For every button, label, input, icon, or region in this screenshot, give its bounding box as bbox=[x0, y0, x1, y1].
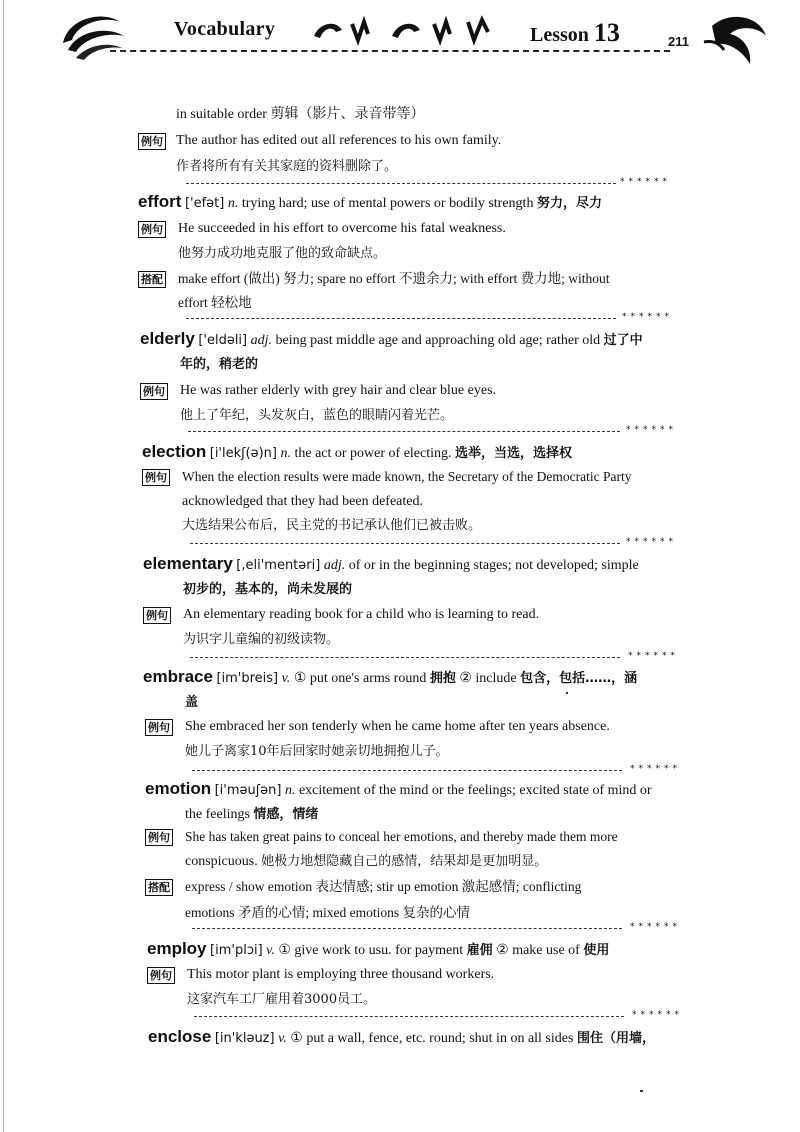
entry-separator bbox=[190, 657, 620, 658]
example-translation: 她极力地想隐藏自己的感情，结果却是更加明显。 bbox=[261, 854, 548, 869]
separator-stars: ****** bbox=[626, 537, 677, 547]
example-sentence: She embraced her son tenderly when he came home after ten years absence. bbox=[185, 719, 610, 734]
definition-sense-2: ② include bbox=[459, 671, 517, 686]
part-of-speech: n. bbox=[227, 196, 239, 211]
collocations: make effort (做出) 努力; spare no effort 不遗余力; with effort 费力地; without bbox=[178, 271, 610, 286]
definition: ① put a wall, fence, etc. round; shut in on all sides bbox=[290, 1031, 574, 1046]
scan-speck bbox=[640, 1090, 643, 1092]
definition-sense-2: ② make use of bbox=[496, 943, 580, 958]
example-sentence-cont bbox=[185, 853, 547, 871]
headword: embrace bbox=[143, 667, 213, 686]
example-translation: 为识字儿童编的初级读物。 bbox=[183, 632, 340, 647]
header-title: Vocabulary bbox=[174, 18, 276, 40]
page-number: 211 bbox=[668, 34, 689, 49]
entry-embrace bbox=[143, 668, 637, 688]
definition-sense-1: ① give work to usu. for payment bbox=[278, 943, 464, 958]
example-sentence: He succeeded in his effort to overcome his fatal weakness. bbox=[178, 221, 506, 236]
entry-emotion bbox=[145, 780, 652, 800]
example-translation: 大选结果公布后，民主党的书记承认他们已被击败。 bbox=[182, 518, 482, 533]
collocation-tag: 搭配 bbox=[138, 271, 166, 288]
pronunciation: ['efət] bbox=[184, 196, 225, 211]
entry-effort bbox=[138, 193, 602, 213]
headword: employ bbox=[147, 939, 207, 958]
leaf-ornament-icon bbox=[700, 6, 770, 76]
entry-separator bbox=[192, 770, 622, 771]
example-translation: 作者将所有有关其家庭的资料删除了。 bbox=[176, 159, 398, 174]
lesson-label bbox=[530, 18, 620, 48]
headword: election bbox=[142, 442, 207, 461]
definition-chinese-sense-1: 雇佣 bbox=[466, 943, 493, 958]
part-of-speech: n. bbox=[284, 783, 296, 798]
definition-cont bbox=[185, 806, 318, 824]
part-of-speech: adj. bbox=[250, 333, 273, 348]
example-sentence: This motor plant is employing three thousand workers. bbox=[187, 967, 495, 982]
collocation-tag: 搭配 bbox=[145, 879, 173, 896]
example-translation: 他努力成功地克服了他的致命缺点。 bbox=[178, 246, 387, 261]
headword: elderly bbox=[140, 329, 195, 348]
example-tag: 例句 bbox=[138, 133, 166, 150]
example-tag: 例句 bbox=[143, 607, 171, 624]
entry-separator bbox=[194, 1016, 624, 1017]
separator-stars: ****** bbox=[630, 764, 681, 774]
definition: being past middle age and approaching old age; rather old bbox=[275, 333, 601, 348]
entry-elderly bbox=[140, 330, 643, 350]
separator-stars: ****** bbox=[626, 425, 677, 435]
definition-chinese-sense-1: 拥抱 bbox=[429, 671, 456, 686]
continuation-line: in suitable order 剪辑（影片、录音带等） bbox=[176, 107, 425, 122]
separator-stars: ****** bbox=[620, 177, 671, 187]
page-header bbox=[0, 0, 800, 80]
entry-separator bbox=[190, 543, 620, 544]
entry-separator bbox=[186, 318, 616, 319]
definition-chinese-sense-2: 使用 bbox=[583, 943, 610, 958]
definition-chinese: 努力，尽力 bbox=[536, 196, 602, 211]
definition: of or in the beginning stages; not developed; simple bbox=[348, 558, 639, 573]
definition-sense-1: ① put one's arms round bbox=[293, 671, 427, 686]
definition-chinese-sense-2: 包含，包括……，涵 bbox=[520, 671, 638, 686]
example-sentence: When the election results were made known, the Secretary of the Democratic Party bbox=[182, 469, 632, 484]
scan-margin-line bbox=[3, 0, 4, 1132]
headword: elementary bbox=[143, 554, 233, 573]
pronunciation: [im'plɔi] bbox=[210, 943, 263, 958]
collocations: express / show emotion 表达情感; stir up emotion 激起感情; conflicting bbox=[185, 879, 582, 894]
definition-cont-text: the feelings bbox=[185, 807, 250, 822]
example-sentence: He was rather elderly with grey hair and clear blue eyes. bbox=[180, 383, 497, 398]
entry-separator bbox=[186, 183, 616, 184]
entry-separator bbox=[188, 431, 620, 432]
part-of-speech: adj. bbox=[323, 558, 346, 573]
part-of-speech: v. bbox=[281, 671, 291, 686]
example-sentence-end: conspicuous. bbox=[185, 854, 258, 869]
part-of-speech: v. bbox=[278, 1031, 287, 1046]
definition-chinese-cont: 盖 bbox=[185, 695, 199, 710]
pronunciation: [i'lekʃ(ə)n] bbox=[209, 446, 277, 461]
lesson-word: Lesson bbox=[530, 24, 589, 46]
definition-chinese: 围住（用墙， bbox=[576, 1031, 655, 1046]
bird-ornament-icon bbox=[306, 12, 516, 46]
entry-election bbox=[142, 443, 572, 463]
example-tag: 例句 bbox=[140, 383, 168, 400]
definition: the act or power of electing. bbox=[294, 446, 452, 461]
pronunciation: [,eli'mentəri] bbox=[236, 558, 321, 573]
entry-elementary bbox=[143, 555, 639, 575]
pronunciation: [in'kləuz] bbox=[214, 1031, 275, 1046]
part-of-speech: n. bbox=[280, 446, 291, 461]
separator-stars: ****** bbox=[630, 922, 681, 932]
entry-separator bbox=[192, 928, 622, 929]
scan-speck bbox=[566, 692, 568, 694]
example-sentence: She has taken great pains to conceal her emotions, and thereby made them more bbox=[185, 829, 618, 844]
example-tag: 例句 bbox=[142, 469, 170, 486]
example-tag: 例句 bbox=[147, 967, 175, 984]
collocations-cont: emotions 矛盾的心情; mixed emotions 复杂的心情 bbox=[185, 905, 470, 920]
part-of-speech: v. bbox=[266, 943, 275, 958]
definition-chinese: 初步的，基本的，尚未发展的 bbox=[183, 582, 353, 597]
pronunciation: [im'breis] bbox=[216, 671, 279, 686]
separator-stars: ****** bbox=[632, 1010, 683, 1020]
definition-chinese: 选举，当选，选择权 bbox=[455, 446, 573, 461]
swirl-ornament-icon bbox=[58, 8, 128, 63]
example-translation: 这家汽车工厂雇用着3000员工。 bbox=[187, 992, 377, 1007]
definition: trying hard; use of mental powers or bodily strength bbox=[241, 196, 534, 211]
example-translation: 他上了年纪，头发灰白，蓝色的眼睛闪着光芒。 bbox=[180, 408, 454, 423]
example-tag: 例句 bbox=[138, 221, 166, 238]
separator-stars: ****** bbox=[628, 651, 679, 661]
header-rule bbox=[110, 50, 670, 52]
collocations-cont: effort 轻松地 bbox=[178, 295, 252, 310]
headword: emotion bbox=[145, 779, 212, 798]
definition-chinese: 情感，情绪 bbox=[253, 807, 319, 822]
pronunciation: [i'məuʃən] bbox=[214, 783, 282, 798]
definition: excitement of the mind or the feelings; excited state of mind or bbox=[298, 783, 652, 798]
definition-chinese: 过了中 bbox=[603, 333, 643, 348]
headword: effort bbox=[138, 192, 182, 211]
example-sentence: An elementary reading book for a child who is learning to read. bbox=[183, 607, 540, 622]
pronunciation: ['eldəli] bbox=[198, 333, 248, 348]
separator-stars: ****** bbox=[622, 312, 673, 322]
example-sentence-cont: acknowledged that they had been defeated. bbox=[182, 494, 424, 509]
example-sentence: The author has edited out all references to his own family. bbox=[176, 133, 502, 148]
headword: enclose bbox=[148, 1027, 212, 1046]
example-tag: 例句 bbox=[145, 719, 173, 736]
example-tag: 例句 bbox=[145, 829, 173, 846]
entry-enclose bbox=[148, 1028, 655, 1048]
lesson-number: 13 bbox=[593, 18, 620, 47]
entry-employ bbox=[147, 940, 609, 960]
example-translation: 她儿子离家10年后回家时她亲切地拥抱儿子。 bbox=[185, 744, 449, 759]
definition-chinese-cont: 年的，稍老的 bbox=[180, 357, 259, 372]
